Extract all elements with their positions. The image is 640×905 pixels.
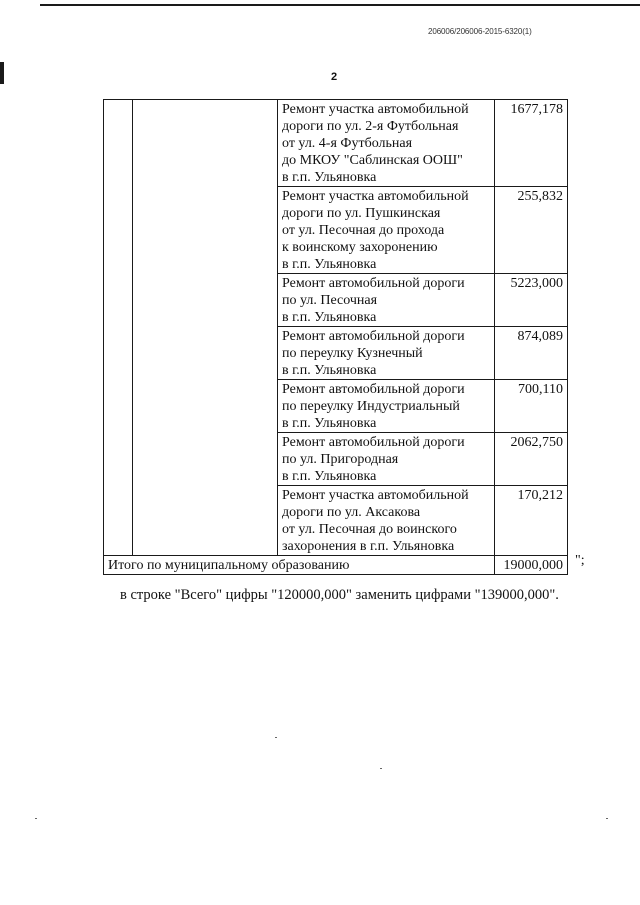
table-body xyxy=(104,100,568,575)
page-number: 2 xyxy=(331,71,338,83)
number-cell xyxy=(104,100,133,556)
description-cell: Ремонт автомобильной дороги по переулку Кузнечный в г.п. Ульяновка xyxy=(278,327,495,380)
description-cell: Ремонт автомобильной дороги по ул. Песочная в г.п. Ульяновка xyxy=(278,274,495,327)
scan-speck xyxy=(275,737,277,738)
amount-cell: 874,089 xyxy=(495,327,568,380)
table-row xyxy=(104,100,568,187)
municipality-cell xyxy=(133,100,278,556)
replacement-note: в строке "Всего" цифры "120000,000" заменить цифрами "139000,000". xyxy=(120,587,559,603)
amount-cell: 170,212 xyxy=(495,486,568,556)
description-cell: Ремонт участка автомобильной дороги по ул. 2-я Футбольная от ул. 4-я Футбольная до МКОУ "Саблинская ООШ" в г.п. Ульяновка xyxy=(278,100,495,187)
scan-speck xyxy=(380,768,382,769)
description-cell: Ремонт участка автомобильной дороги по ул. Пушкинская от ул. Песочная до прохода к воинскому захоронению в г.п. Ульяновка xyxy=(278,187,495,274)
total-label: Итого по муниципальному образованию xyxy=(104,556,495,575)
amount-cell: 1677,178 xyxy=(495,100,568,187)
amount-cell: 5223,000 xyxy=(495,274,568,327)
description-cell: Ремонт автомобильной дороги по переулку Индустриальный в г.п. Ульяновка xyxy=(278,380,495,433)
total-value: 19000,000 xyxy=(495,556,568,575)
amount-cell: 255,832 xyxy=(495,187,568,274)
description-cell: Ремонт участка автомобильной дороги по ул. Аксакова от ул. Песочная до воинского захоронения в г.п. Ульяновка xyxy=(278,486,495,556)
description-cell: Ремонт автомобильной дороги по ул. Пригородная в г.п. Ульяновка xyxy=(278,433,495,486)
closing-quote: "; xyxy=(575,553,585,568)
amount-cell: 2062,750 xyxy=(495,433,568,486)
roads-table xyxy=(103,99,568,575)
scan-speck xyxy=(35,818,37,819)
document-id: 206006/206006-2015-6320(1) xyxy=(428,27,532,36)
left-margin-mark xyxy=(0,62,4,84)
amount-cell: 700,110 xyxy=(495,380,568,433)
total-row xyxy=(104,556,568,575)
top-border-line xyxy=(40,4,640,6)
scan-speck xyxy=(606,818,608,819)
